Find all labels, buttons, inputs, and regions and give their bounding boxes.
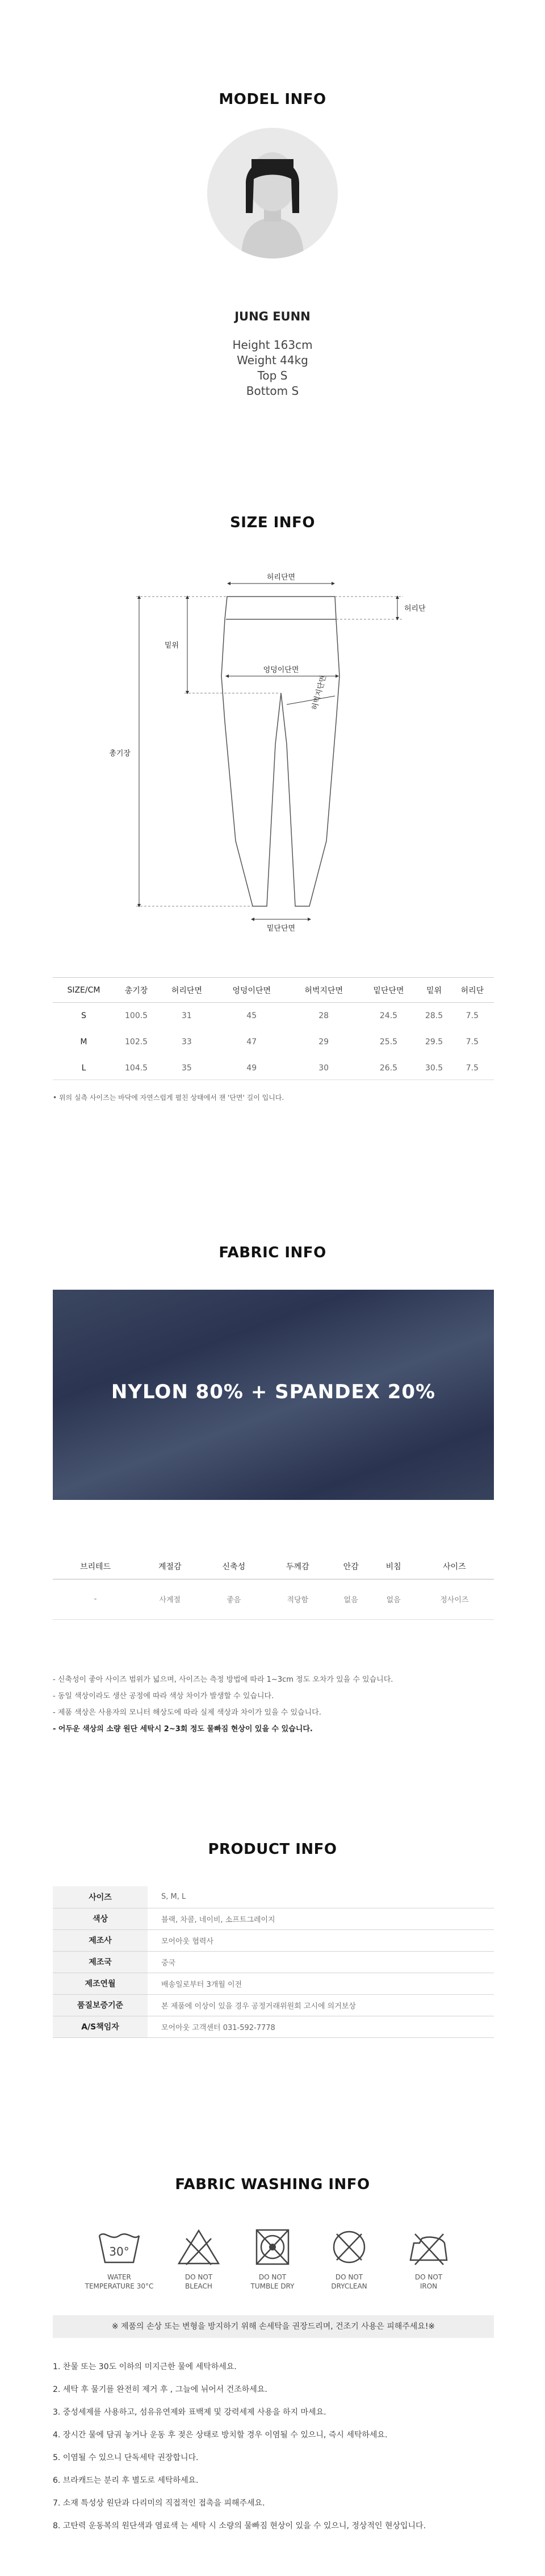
fabric-cell: 없음 <box>386 1595 401 1604</box>
fabric-cell: 적당함 <box>287 1595 309 1604</box>
size-table-header <box>53 978 494 1003</box>
wash-instruction: 2. 세탁 후 물기를 완전히 제거 후 , 그늘에 뉘어서 건조하세요. <box>53 2385 267 2394</box>
wash-instruction: 8. 고탄력 운동복의 원단색과 염료색 는 세탁 시 소량의 물빠짐 현상이 있을 수 있으니, 정상적인 현상입니다. <box>53 2521 426 2531</box>
table-row <box>53 1029 494 1055</box>
fabric-col-header: 두께감 <box>266 1554 330 1579</box>
fabric-image <box>53 1290 494 1500</box>
product-value: 모어아웃 고객센터 031-592-7778 <box>148 2016 494 2037</box>
table-row <box>53 1929 494 1951</box>
model-height: Height 163cm <box>232 338 313 352</box>
wash-label-line: DRYCLEAN <box>331 2282 367 2290</box>
size-cell: 28 <box>318 1011 329 1020</box>
label-total: 총기장 <box>109 749 131 758</box>
fabric-col-header: 신축성 <box>202 1554 266 1579</box>
size-col-header: 엉덩이단면 <box>216 978 288 1003</box>
label-thigh: 허벅지단면 <box>311 674 328 711</box>
product-key: 사이즈 <box>53 1886 148 1908</box>
size-cell: 29.5 <box>425 1037 443 1047</box>
fabric-note: - 어두운 색상의 소량 원단 세탁시 2~3회 정도 물빠짐 현상이 있을 수 있습니다. <box>53 1725 313 1733</box>
size-cell: 102.5 <box>125 1037 148 1047</box>
fabric-cell: - <box>94 1594 97 1603</box>
fabric-note: - 신축성이 좋아 사이즈 범위가 넓으며, 사이즈는 측정 방법에 따라 1~3cm 정도 오차가 있을 수 있습니다. <box>53 1675 393 1684</box>
size-cell: 28.5 <box>425 1011 443 1020</box>
size-cell: 33 <box>182 1037 192 1047</box>
fabric-header-row <box>53 1554 494 1579</box>
table-row <box>53 1994 494 2016</box>
wash-instruction: 3. 중성세제를 사용하고, 섬유유연제와 표백제 및 강력세제 사용을 하지 마세요. <box>53 2408 326 2417</box>
size-cell: 7.5 <box>466 1063 479 1073</box>
size-col-header: 밑단단면 <box>360 978 418 1003</box>
fabric-col-header: 안감 <box>330 1554 372 1579</box>
no-dryclean-icon <box>326 2227 372 2267</box>
wash-label-line: DO NOT <box>258 2273 287 2281</box>
size-cell: 47 <box>246 1037 257 1047</box>
wash-label-line: DO NOT <box>185 2273 213 2281</box>
fabric-info-title: FABRIC INFO <box>219 1244 326 1261</box>
model-top-size: Top S <box>257 369 288 382</box>
wash-instruction: 7. 소재 특성상 원단과 다리미의 직접적인 접촉을 피해주세요. <box>53 2499 265 2508</box>
size-diagram <box>0 562 545 949</box>
product-value: 모어아웃 협력사 <box>148 1929 494 1951</box>
wash-label-line: TUMBLE DRY <box>250 2282 295 2290</box>
product-key: 제조사 <box>53 1929 148 1951</box>
size-cell: M <box>80 1037 87 1047</box>
product-info-title: PRODUCT INFO <box>208 1841 337 1858</box>
size-cell: 29 <box>318 1037 329 1047</box>
fabric-note: - 제품 색상은 사용자의 모니터 해상도에 따라 실제 색상과 차이가 있을 수 있습니다. <box>53 1708 321 1717</box>
fabric-col-header: 비침 <box>372 1554 415 1579</box>
size-cell: 25.5 <box>379 1037 398 1047</box>
product-key: 색상 <box>53 1908 148 1929</box>
size-cell: 35 <box>182 1063 192 1073</box>
wash-temp: 30° <box>109 2245 129 2258</box>
size-note: • 위의 실측 사이즈는 바닥에 자연스럽게 펼친 상태에서 잰 '단면' 길이 입니다. <box>53 1094 284 1102</box>
table-row <box>53 1579 494 1619</box>
fabric-composition: NYLON 80% + SPANDEX 20% <box>111 1381 436 1403</box>
label-waist: 허리단면 <box>266 573 296 582</box>
no-iron-icon <box>406 2227 451 2267</box>
fabric-col-header: 브리테드 <box>53 1554 138 1579</box>
wash-30-label <box>79 2273 159 2291</box>
model-weight: Weight 44kg <box>237 353 308 367</box>
product-value: S, M, L <box>148 1886 494 1908</box>
product-table <box>53 1886 494 2038</box>
product-value: 배송일로부터 3개월 이전 <box>148 1973 494 1994</box>
table-row <box>53 1886 494 1908</box>
size-col-header: 허벅지단면 <box>288 978 360 1003</box>
table-row <box>53 1951 494 1973</box>
no-tumble-dry-label <box>233 2273 312 2291</box>
fabric-cell: 사계절 <box>159 1595 181 1604</box>
washing-info-title: FABRIC WASHING INFO <box>175 2176 370 2193</box>
product-value: 중국 <box>148 1951 494 1973</box>
wash-instruction: 4. 장시간 물에 담궈 놓거나 운동 후 젖은 상태로 방치할 경우 이염될 수 있으니, 즉시 세탁하세요. <box>53 2431 388 2440</box>
fabric-cell: 없음 <box>343 1595 358 1604</box>
size-col-header: 총기장 <box>115 978 158 1003</box>
size-cell: 30.5 <box>425 1063 443 1073</box>
no-iron-label <box>389 2273 468 2291</box>
model-info-title: MODEL INFO <box>219 91 326 108</box>
size-cell: L <box>81 1063 86 1073</box>
size-table <box>53 977 494 1081</box>
wash-label-line: DO NOT <box>414 2273 443 2281</box>
label-hem: 밑단단면 <box>266 924 296 933</box>
size-cell: 104.5 <box>125 1063 148 1073</box>
size-info-title: SIZE INFO <box>230 514 315 531</box>
wash-label-line: DO NOT <box>335 2273 363 2281</box>
table-row <box>53 1908 494 1929</box>
no-bleach-icon <box>176 2227 221 2267</box>
table-row <box>53 2016 494 2037</box>
no-tumble-dry-icon <box>250 2227 295 2267</box>
wash-30-icon <box>97 2227 142 2267</box>
product-value: 블랙, 차콜, 네이비, 소프트그레이지 <box>148 1908 494 1929</box>
wash-instruction: 1. 찬물 또는 30도 이하의 미지근한 물에 세탁하세요. <box>53 2362 237 2371</box>
model-bottom-size: Bottom S <box>246 384 299 398</box>
size-cell: S <box>81 1011 86 1020</box>
product-key: A/S책임자 <box>53 2016 148 2037</box>
fabric-cell: 좋음 <box>227 1595 241 1604</box>
size-cell: 24.5 <box>379 1011 398 1020</box>
size-cell: 31 <box>182 1011 192 1020</box>
fabric-col-header: 사이즈 <box>415 1554 494 1579</box>
fabric-property-table <box>53 1554 494 1619</box>
product-key: 품질보증기준 <box>53 1994 148 2016</box>
size-col-header: 밑위 <box>417 978 451 1003</box>
size-col-header: 허리단 <box>451 978 494 1003</box>
fabric-cell: 정사이즈 <box>440 1595 469 1604</box>
size-cell: 45 <box>246 1011 257 1020</box>
size-cell: 7.5 <box>466 1011 479 1020</box>
wash-instruction: 5. 이염될 수 있으니 단독세탁 권장합니다. <box>53 2453 199 2462</box>
no-dryclean-label <box>309 2273 389 2291</box>
wash-label-line: TEMPERATURE 30°C <box>85 2282 154 2290</box>
size-cell: 26.5 <box>379 1063 398 1073</box>
wash-label-line: WATER <box>107 2273 131 2281</box>
size-cell: 49 <box>246 1063 257 1073</box>
fabric-col-header: 계절감 <box>138 1554 202 1579</box>
table-row <box>53 1003 494 1029</box>
product-key: 제조국 <box>53 1951 148 1973</box>
table-row <box>53 1055 494 1081</box>
wash-instruction: 6. 브라캐드는 분리 후 별도로 세탁하세요. <box>53 2476 199 2485</box>
model-name: JUNG EUNN <box>234 310 311 323</box>
fabric-note: - 동일 색상이라도 생산 공정에 따라 색상 차이가 발생할 수 있습니다. <box>53 1692 274 1700</box>
label-rise: 밑위 <box>164 641 179 650</box>
model-avatar <box>207 128 338 259</box>
size-cell: 100.5 <box>125 1011 148 1020</box>
label-band: 허리단 <box>404 605 426 613</box>
product-key: 제조연월 <box>53 1973 148 1994</box>
washing-warning: ※ 제품의 손상 또는 변형을 방지하기 위해 손세탁을 권장드리며, 건조기 사용은 피해주세요!※ <box>53 2315 494 2338</box>
table-row <box>53 1973 494 1994</box>
size-cell: 30 <box>318 1063 329 1073</box>
wash-label-line: IRON <box>420 2282 438 2290</box>
no-bleach-label <box>159 2273 238 2291</box>
size-col-header: SIZE/CM <box>53 978 115 1003</box>
size-cell: 7.5 <box>466 1037 479 1047</box>
size-col-header: 허리단면 <box>158 978 216 1003</box>
label-hip: 엉덩이단면 <box>263 666 299 674</box>
wash-label-line: BLEACH <box>185 2282 212 2290</box>
product-value: 본 제품에 이상이 있을 경우 공정거래위원회 고시에 의거보상 <box>148 1994 494 2016</box>
